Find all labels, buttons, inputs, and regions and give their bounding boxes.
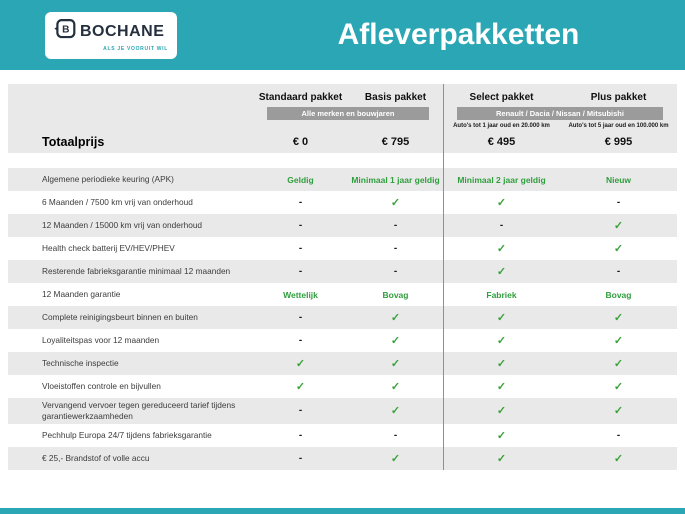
feature-label: Complete reinigingsbeurt binnen en buiten [42, 312, 198, 323]
dash-mark: - [393, 220, 398, 231]
check-icon: ✓ [613, 452, 624, 465]
dash-mark: - [298, 405, 303, 417]
group-banner-all-brands: Alle merken en bouwjaren [267, 107, 429, 120]
feature-row [8, 237, 677, 260]
column-header-plus: Plus pakket [590, 91, 647, 103]
svg-text:B: B [62, 24, 70, 36]
dash-mark: - [298, 220, 303, 231]
page-title: Afleverpakketten [337, 18, 580, 51]
price-standaard: € 0 [292, 136, 309, 148]
price-basis: € 795 [381, 136, 410, 148]
dash-mark: - [298, 243, 303, 254]
check-icon: ✓ [496, 381, 507, 393]
check-icon: ✓ [613, 381, 624, 393]
feature-label: Resterende fabrieksgarantie minimaal 12 maanden [42, 266, 231, 277]
dash-mark: - [298, 452, 303, 464]
price-plus: € 995 [604, 136, 633, 148]
dash-mark: - [298, 335, 303, 346]
feature-row [8, 191, 677, 214]
check-icon: ✓ [295, 381, 306, 393]
feature-row [8, 352, 677, 375]
feature-row [8, 424, 677, 447]
value-text: Nieuw [605, 174, 632, 185]
feature-label: Vervangend vervoer tegen gereduceerd tarief tijdens garantiewerkzaamheden [42, 400, 236, 421]
column-header-standaard: Standaard pakket [258, 91, 343, 103]
bottom-accent-bar [0, 508, 685, 514]
check-icon: ✓ [496, 452, 507, 465]
feature-row [8, 375, 677, 398]
value-text: Fabriek [486, 289, 517, 300]
dash-mark: - [298, 312, 303, 323]
dash-mark: - [393, 243, 398, 254]
dash-mark: - [393, 429, 398, 441]
check-icon: ✓ [390, 405, 401, 418]
column-group-divider [443, 84, 444, 470]
plus-subnote: Auto's tot 5 jaar oud en 100.000 km [568, 123, 669, 129]
feature-label: € 25,- Brandstof of volle accu [42, 452, 150, 463]
logo-wordmark: BOCHANE [80, 22, 165, 40]
check-icon: ✓ [496, 197, 507, 209]
feature-label: Loyaliteitspas voor 12 maanden [42, 335, 160, 346]
check-icon: ✓ [496, 429, 507, 442]
check-icon: ✓ [613, 243, 624, 255]
header [0, 0, 685, 70]
feature-rows [8, 168, 677, 470]
check-icon: ✓ [613, 335, 624, 347]
value-text: Bovag [605, 289, 632, 300]
check-icon: ✓ [390, 312, 401, 324]
feature-row [8, 214, 677, 237]
value-text: Bovag [382, 289, 409, 300]
value-text: Minimaal 2 jaar geldig [457, 174, 546, 185]
bochane-logo [45, 12, 177, 59]
check-icon: ✓ [496, 405, 507, 418]
check-icon: ✓ [390, 197, 401, 209]
feature-row [8, 260, 677, 283]
dash-mark: - [499, 220, 504, 231]
feature-label: Technische inspectie [42, 358, 119, 369]
packages-table [8, 84, 677, 470]
value-text: Geldig [287, 174, 314, 185]
column-header-basis: Basis pakket [364, 91, 427, 103]
total-price-label: Totaalprijs [42, 135, 105, 149]
check-icon: ✓ [613, 405, 624, 418]
dash-mark: - [298, 197, 303, 208]
check-icon: ✓ [390, 381, 401, 393]
logo-tagline: ALS JE VOORUIT WIL [103, 46, 168, 52]
select-subnote: Auto's tot 1 jaar oud en 20.000 km [453, 123, 550, 129]
value-text: Wettelijk [283, 289, 318, 300]
feature-label: Health check batterij EV/HEV/PHEV [42, 243, 175, 254]
group-banner-renault-group: Renault / Dacia / Nissan / Mitsubishi [457, 107, 663, 120]
table-header-band [8, 84, 677, 153]
dash-mark: - [616, 266, 621, 277]
feature-row [8, 447, 677, 470]
feature-label: 6 Maanden / 7500 km vrij van onderhoud [42, 197, 193, 208]
dash-mark: - [616, 197, 621, 208]
feature-row [8, 329, 677, 352]
feature-row [8, 168, 677, 191]
check-icon: ✓ [496, 266, 507, 278]
check-icon: ✓ [613, 358, 624, 370]
feature-row [8, 398, 677, 424]
column-header-select: Select pakket [469, 91, 534, 103]
feature-label: Pechhulp Europa 24/7 tijdens fabrieksgarantie [42, 429, 212, 440]
check-icon: ✓ [390, 358, 401, 370]
check-icon: ✓ [390, 335, 401, 347]
check-icon: ✓ [613, 312, 624, 324]
feature-label: Vloeistoffen controle en bijvullen [42, 381, 161, 392]
feature-label: 12 Maanden garantie [42, 289, 121, 300]
dash-mark: - [298, 266, 303, 277]
check-icon: ✓ [390, 452, 401, 465]
feature-row [8, 306, 677, 329]
feature-label: Algemene periodieke keuring (APK) [42, 174, 174, 185]
check-icon: ✓ [295, 358, 306, 370]
price-select: € 495 [487, 136, 516, 148]
dash-mark: - [298, 429, 303, 441]
dash-mark: - [393, 266, 398, 277]
check-icon: ✓ [496, 243, 507, 255]
check-icon: ✓ [613, 220, 624, 232]
feature-label: 12 Maanden / 15000 km vrij van onderhoud [42, 220, 203, 231]
check-icon: ✓ [496, 312, 507, 324]
bochane-b-icon [54, 18, 76, 45]
feature-row [8, 283, 677, 306]
dash-mark: - [616, 429, 621, 441]
check-icon: ✓ [496, 358, 507, 370]
check-icon: ✓ [496, 335, 507, 347]
value-text: Minimaal 1 jaar geldig [351, 174, 440, 185]
